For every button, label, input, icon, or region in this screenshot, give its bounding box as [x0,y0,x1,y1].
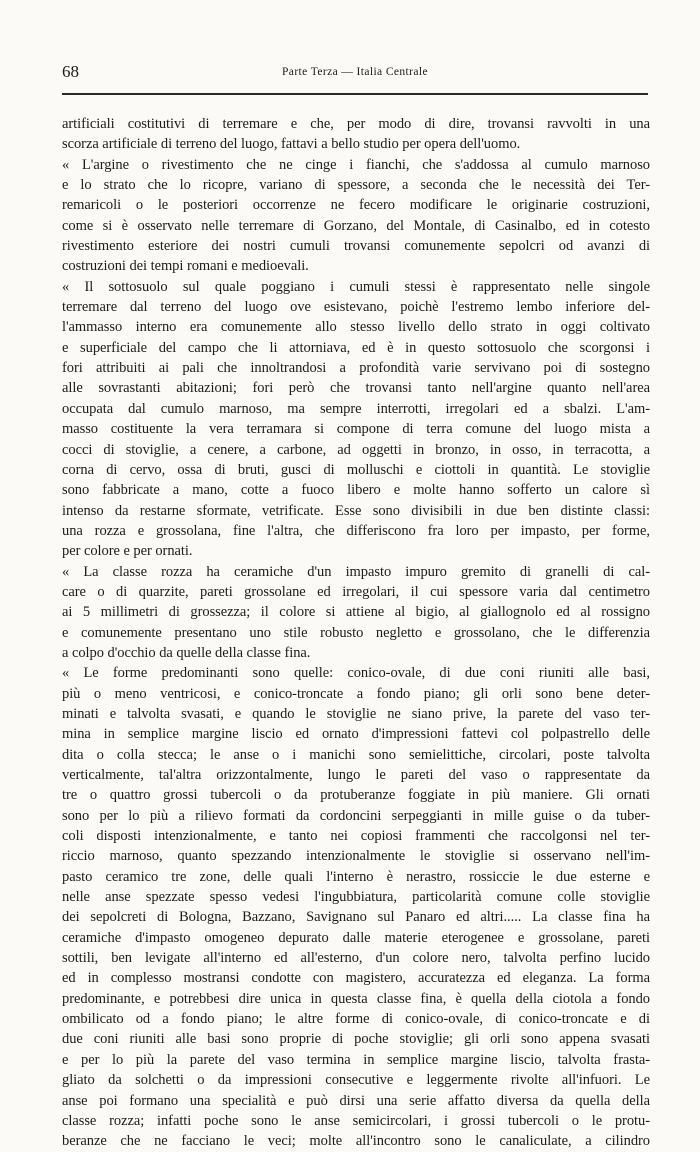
text-line: minati e talvolta svasati, e quando le stoviglie ne siano prive, la parete del vaso ter- [62,705,650,722]
text-line: per colore e per ornati. [62,543,193,560]
text-line: occupata dal cumulo marnoso, ma sempre interrotti, irregolari ed a sbalzi. L'am- [62,400,650,417]
text-line: ed in complesso mostransi condotte con magistero, accuratezza ed eleganza. La forma [62,970,650,987]
text-line: una rozza e grossolana, fine l'altra, che differiscono fra loro per impasto, per forme, [62,522,650,539]
text-line: dei sepolcreti di Bologna, Bazzano, Savignano sul Panaro ed altri..... La classe fina ha [62,909,650,926]
text-line: e comunemente presentano uno stile robusto negletto e grossolano, che le differenzia [62,624,650,641]
text-line: riccio marnoso, quanto spezzando intenzionalmente le stoviglie si osservano nell'im- [62,848,650,865]
text-line: e per lo più la parete del vaso termina in semplice margine liscio, talvolta frasta- [62,1051,650,1068]
text-line: ceramiche d'impasto omogeneo depurato dalle materie eterogenee e grossolane, pareti [62,929,650,946]
text-line: intenso da restarne sformate, vetrificate. Esse sono divisibili in due ben distinte classi: [62,502,650,519]
text-line: sono per lo più a rilievo formati da cordoncini serpeggianti in mille guise o da tuber- [62,807,650,824]
text-line: cocci di stoviglie, a cenere, a carbone, ad oggetti in bronzo, in osso, in terracotta, a [62,441,650,458]
text-line: sottili, ben levigate all'interno ed all'esterno, d'un colore nero, talvolta perfino lucido [62,950,650,967]
text-line: beranze che ne facciano le veci; molte all'incontro sono le canaliculate, a cilindro [62,1133,650,1150]
text-line: gliato da solchetti o da impressioni consecutive e leggermente rivolte all'infuori. Le [62,1072,650,1089]
text-line: ai 5 millimetri di grossezza; il colore si attiene al bigio, al giallognolo ed al rossigno [62,604,650,621]
text-line: corna di cervo, ossa di bruti, gusci di molluschi e ciottoli in quantità. Le stoviglie [62,461,650,478]
text-line: anse poi formano una specialità e può dirsi una serie affatto diversa da quella della [62,1092,650,1109]
text-line: « Le forme predominanti sono quelle: conico-ovale, di due coni riuniti alle basi, [62,665,650,682]
text-line: l'ammasso interno era comunemente allo stesso livello dello strato in oggi coltivato [62,319,650,336]
running-head: Parte Terza — Italia Centrale [282,66,428,78]
body-text [62,114,650,1152]
text-line: coli disposti intenzionalmente, e tanto nei copiosi frammenti che raccolgonsi nel ter- [62,828,650,845]
text-line: mina in semplice margine liscio ed ornato d'impressioni fattevi col polpastrello delle [62,726,650,743]
text-line: costruzioni dei tempi romani e medioevali. [62,258,309,275]
text-line: ombilicato od a fondo piano; le altre forme di conico-ovale, di conico-troncate e di [62,1011,650,1028]
text-line: verticalmente, tal'altra orizzontalmente, lungo le pareti del vaso o rappresentate da [62,767,650,783]
text-line: e lo strato che lo ricopre, variano di spessore, a seconda che le necessità dei Ter- [62,177,650,194]
text-line: come si è osservato nelle terremare di Gorzano, del Montale, di Casinalbo, ed in cotesto [62,217,650,234]
text-line: « L'argine o rivestimento che ne cinge i fianchi, che s'addossa al cumulo marnoso [62,156,650,173]
text-line: « Il sottosuolo sul quale poggiano i cumuli stessi è rappresentato nelle singole [62,278,650,295]
text-line: « La classe rozza ha ceramiche d'un impasto impuro gremito di granelli di cal- [62,563,650,580]
text-line: masso costituente la vera terramara si compone di terra comune del luogo mista a [62,421,650,438]
text-line: fori attribuiti ai pali che innoltrandosi a profondità varie servivano poi di sostegno [62,360,650,377]
text-line: classe rozza; infatti poche sono le anse semicircolari, i grossi tubercoli o le protu- [62,1112,650,1129]
text-line: remaricoli o le posteriori occorrenze ne fecero modificare le originarie costruzioni, [62,197,650,214]
text-line: e superficiale del campo che li attorniava, ed è in questo sottosuolo che scorgonsi i [62,339,650,356]
text-line: due coni riuniti alle basi sono proprie di poche stoviglie; gli orli sono appena svasati [62,1031,650,1048]
text-line: dita o colla stecca; le anse o i manichi sono semielittiche, circolari, poste talvolta [62,746,650,763]
text-line: terremare dal terreno del luogo ove esistevano, poichè l'estremo lembo inferiore del- [62,299,650,316]
text-line: più o meno ventricosi, e conico-troncate a fondo piano; gli orli sono bene deter- [62,685,650,702]
text-line: nelle anse spezzate spesso vedesi l'ingubbiatura, particolarità comune colle stoviglie [62,889,650,906]
text-line: tre o quattro grossi tubercoli o da protuberanze foggiate in più maniere. Gli ornati [62,787,650,804]
text-line: sono fabbricate a mano, cotte a fuoco libero e molte hanno sofferto un calore sì [62,482,650,499]
page-header [62,62,648,84]
text-line: predominante, e potrebbesi dire unica in questa classe fina, è quella della ciotola a fondo [62,990,650,1007]
text-line: scorza artificiale di terreno del luogo, fattavi a bello studio per opera dell'uomo. [62,136,521,153]
text-line: rivestimento esteriore dei nostri cumuli trovansi comunemente sepolcri od avanzi di [62,238,650,255]
text-line: care o di quarzite, pareti grossolane ed irregolari, il cui spessore varia dal centimetro [62,583,650,600]
text-line: alle sovrastanti abitazioni; fori però che trovansi tanto nell'argine quanto nell'area [62,380,650,397]
text-line: pasto ceramico tre zone, delle quali l'interno è nerastro, rossiccie le due esterne e [62,868,650,885]
text-line: a colpo d'occhio da quelle della classe fina. [62,644,311,661]
text-line: artificiali costitutivi di terremare e che, per modo di dire, trovansi ravvolti in una [62,116,650,132]
header-rule [62,93,648,95]
page-number: 68 [62,62,79,81]
